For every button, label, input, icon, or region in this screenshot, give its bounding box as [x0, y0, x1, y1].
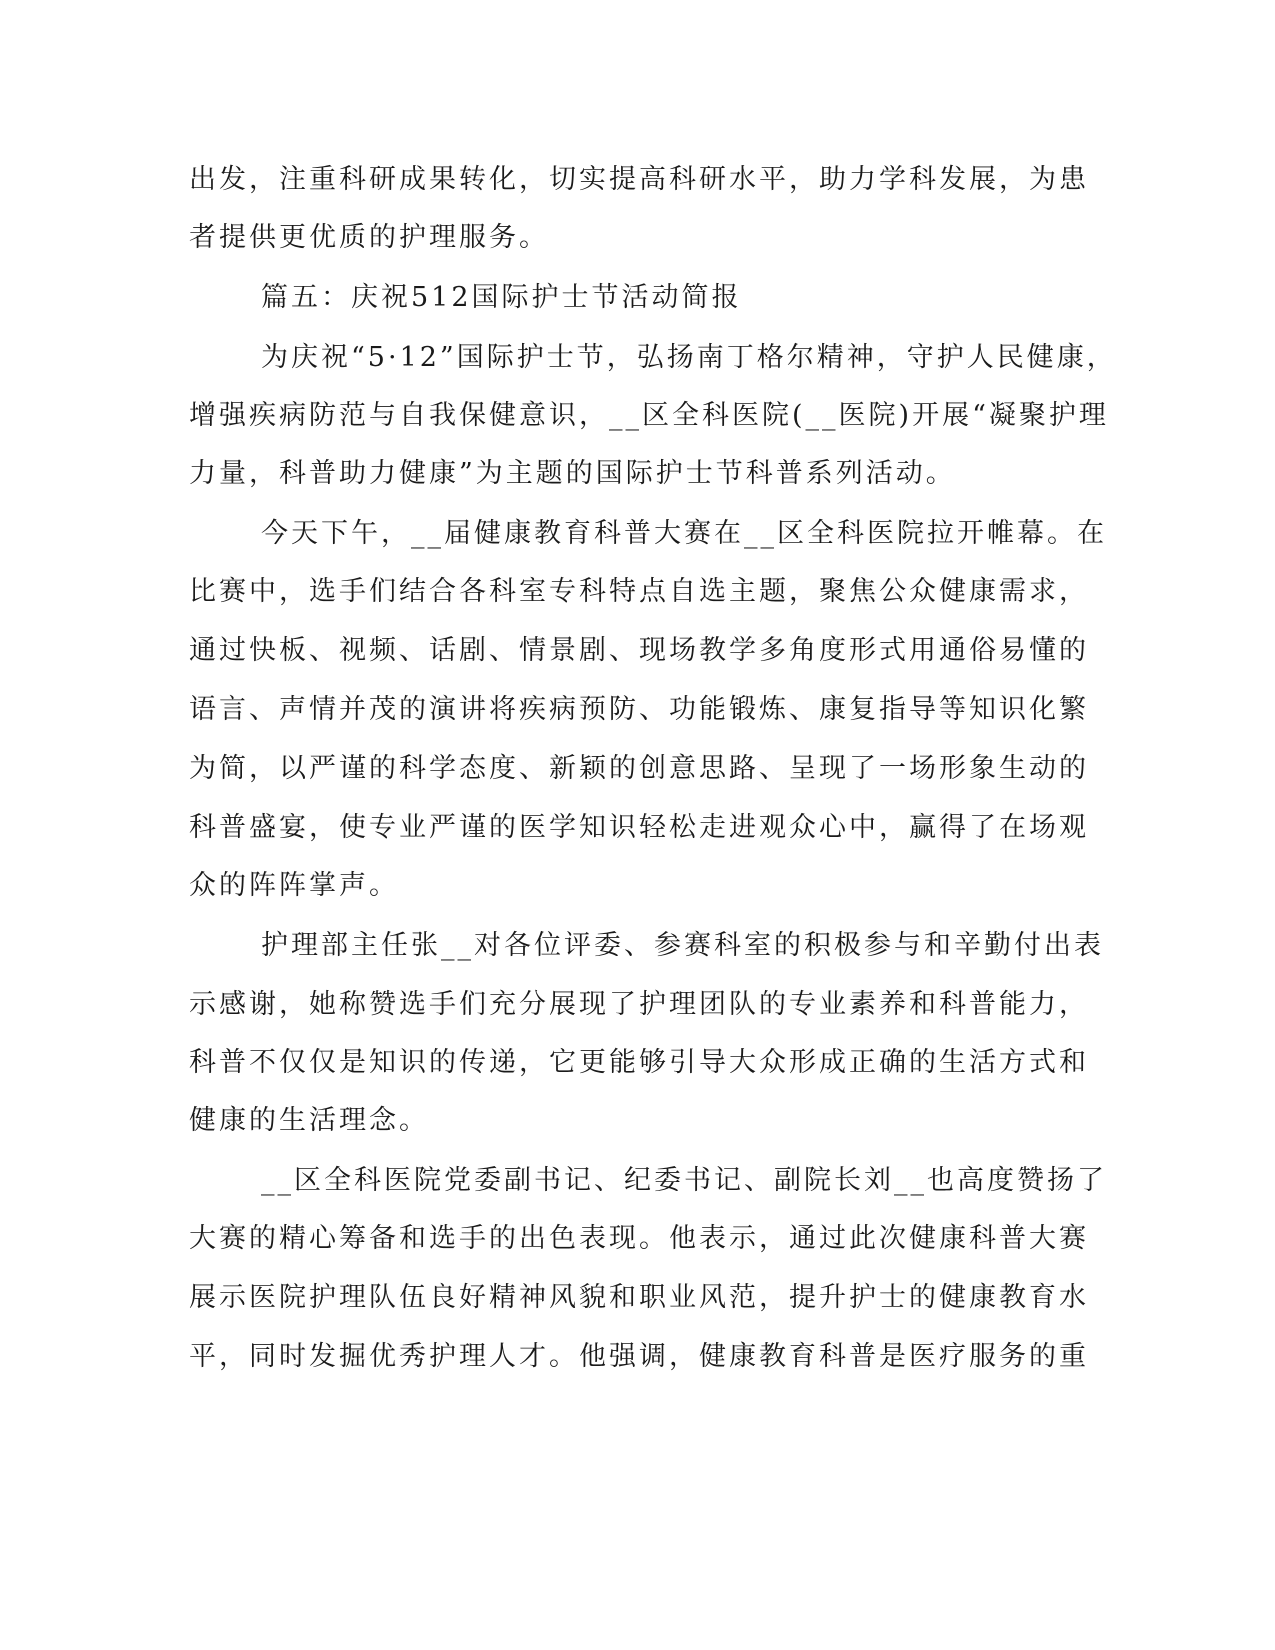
- paragraph-line: 为庆祝“5·12”国际护士节，弘扬南丁格尔精神，守护人民健康，: [261, 342, 1117, 373]
- paragraph-line: __区全科医院党委副书记、纪委书记、副院长刘__也高度赞扬了: [261, 1165, 1107, 1196]
- paragraph-line: 科普不仅仅是知识的传递，它更能够引导大众形成正确的生活方式和: [189, 1047, 1089, 1078]
- paragraph-line: 为简，以严谨的科学态度、新颖的创意思路、呈现了一场形象生动的: [189, 753, 1089, 784]
- section-heading: 篇五：庆祝512国际护士节活动简报: [261, 282, 742, 313]
- paragraph-line: 力量，科普助力健康”为主题的国际护士节科普系列活动。: [189, 458, 956, 489]
- paragraph-line: 比赛中，选手们结合各科室专科特点自选主题，聚焦公众健康需求，: [189, 576, 1089, 607]
- paragraph-line: 语言、声情并茂的演讲将疾病预防、功能锻炼、康复指导等知识化繁: [189, 694, 1089, 725]
- paragraph-line: 通过快板、视频、话剧、情景剧、现场教学多角度形式用通俗易懂的: [189, 635, 1089, 666]
- paragraph-line: 示感谢，她称赞选手们充分展现了护理团队的专业素养和科普能力，: [189, 989, 1089, 1020]
- paragraph-line: 科普盛宴，使专业严谨的医学知识轻松走进观众心中，赢得了在场观: [189, 812, 1089, 843]
- paragraph-line: 出发，注重科研成果转化，切实提高科研水平，助力学科发展，为患: [189, 164, 1089, 195]
- paragraph-line: 今天下午，__届健康教育科普大赛在__区全科医院拉开帷幕。在: [261, 518, 1107, 549]
- paragraph-line: 众的阵阵掌声。: [189, 870, 399, 901]
- paragraph-line: 大赛的精心筹备和选手的出色表现。他表示，通过此次健康科普大赛: [189, 1223, 1089, 1254]
- paragraph-line: 展示医院护理队伍良好精神风貌和职业风范，提升护士的健康教育水: [189, 1282, 1089, 1313]
- paragraph-line: 增强疾病防范与自我保健意识，__区全科医院(__医院)开展“凝聚护理: [189, 400, 1109, 431]
- paragraph-line: 护理部主任张__对各位评委、参赛科室的积极参与和辛勤付出表: [261, 930, 1104, 961]
- paragraph-line: 平，同时发掘优秀护理人才。他强调，健康教育科普是医疗服务的重: [189, 1341, 1089, 1372]
- paragraph-line: 者提供更优质的护理服务。: [189, 222, 549, 253]
- paragraph-line: 健康的生活理念。: [189, 1105, 429, 1136]
